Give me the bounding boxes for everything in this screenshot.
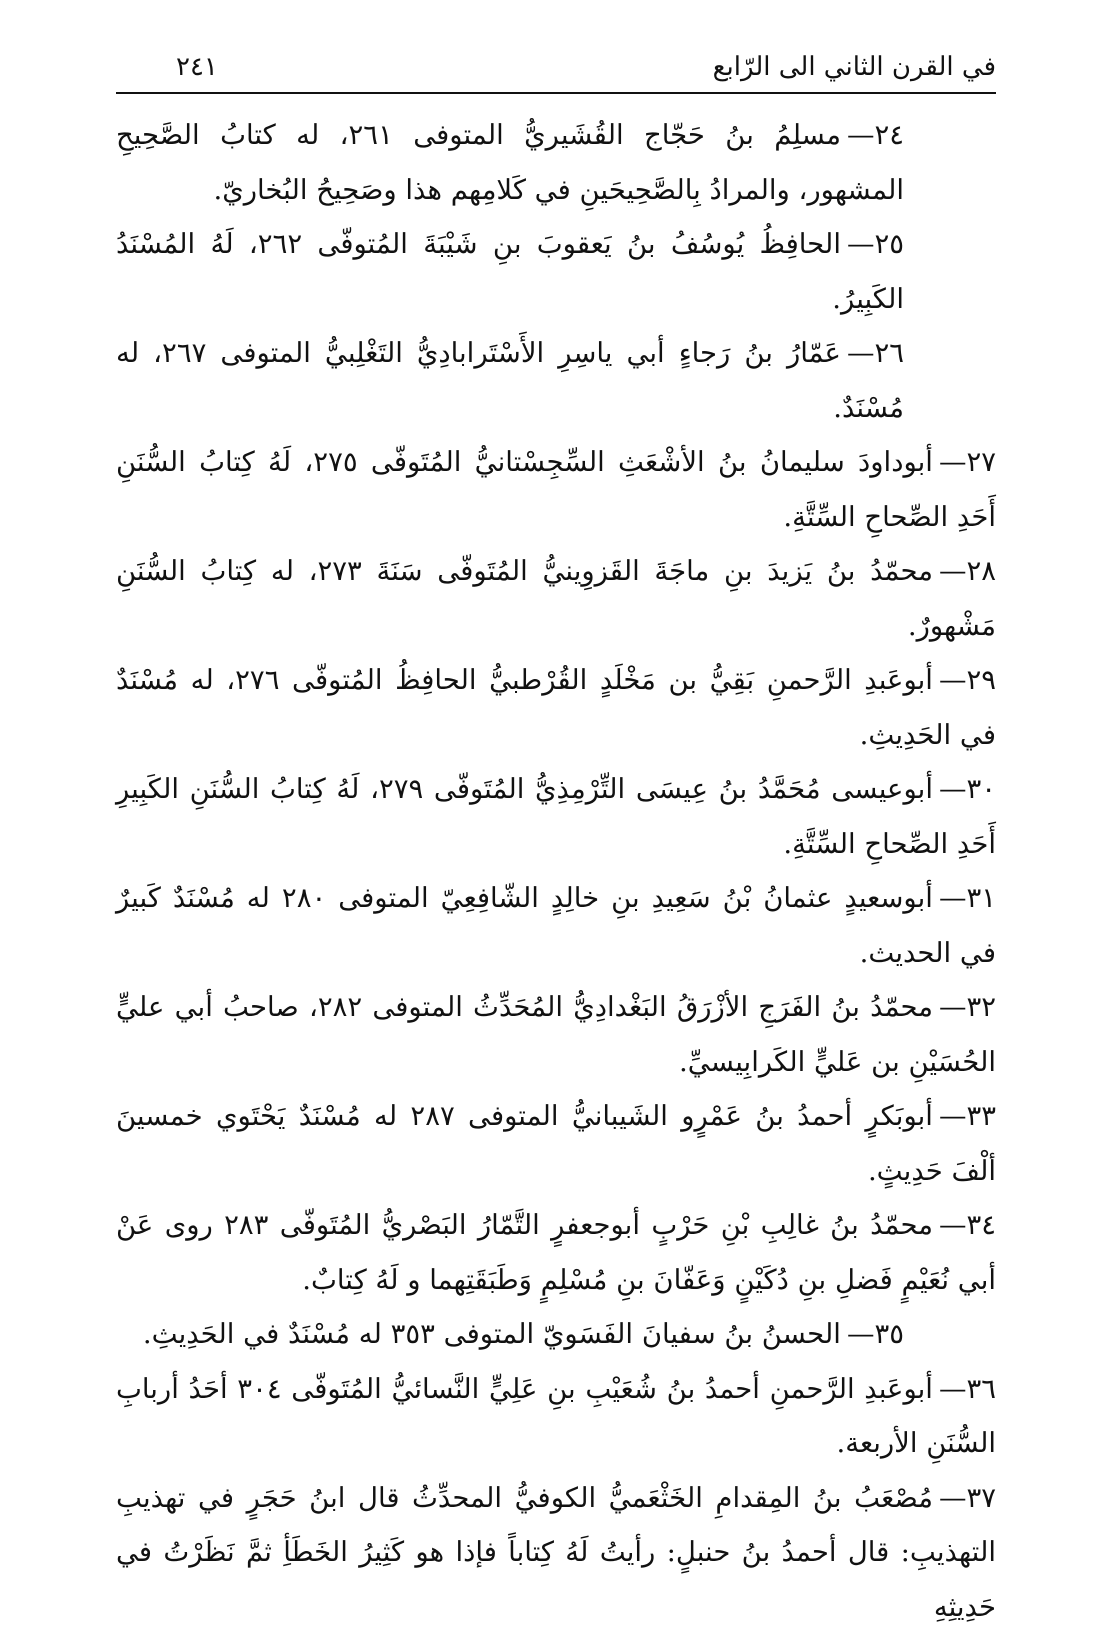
running-header (116, 44, 996, 90)
entry-dash: — (933, 1209, 967, 1241)
entry-dash: — (933, 664, 967, 696)
entry-dash: — (933, 882, 967, 914)
entry-text: أبوسعيدٍ عثمانُ بْنُ سَعِيدِ بنِ خالِدٍ الشّافِعِيّ المتوفى ٢٨٠ له مُسْنَدٌ كَبيرٌ في الحديث. (116, 882, 996, 969)
entry-dash: — (933, 773, 967, 805)
entry-28 (116, 544, 996, 653)
entry-26 (116, 326, 996, 435)
entry-36 (116, 1362, 996, 1471)
entry-text: أبوعَبدِ الرَّحمنِ بَقِيُّ بن مَخْلَدٍ القُرْطبيُّ الحافِظُ المُتوفّى ٢٧٦، له مُسْنَدٌ في الحَدِيثِ. (116, 664, 996, 751)
entry-text: أبوعيسى مُحَمَّدُ بنُ عِيسَى التِّرْمِذِيُّ المُتَوفّى ٢٧٩، لَهُ كِتابُ السُّنَنِ الكَبِيرِ أَحَدِ الصِّحاحِ السِّتَّةِ. (116, 773, 996, 860)
entry-number: ٣٠ (966, 773, 996, 805)
entry-33 (116, 1089, 996, 1198)
entry-number: ٣١ (966, 882, 996, 914)
entry-dash: — (841, 1318, 875, 1350)
page-number: ٢٤١ (176, 44, 218, 90)
entry-dash: — (841, 228, 875, 260)
entry-number: ٣٤ (966, 1209, 996, 1241)
entry-text: أبوداودَ سليمانُ بنُ الأشْعَثِ السِّجِسْتانيُّ المُتَوفّى ٢٧٥، لَهُ كِتابُ السُّنَنِ أَحَدِ الصِّحاحِ السِّتَّةِ. (116, 446, 996, 533)
entry-number: ٢٩ (966, 664, 996, 696)
entry-34 (116, 1198, 996, 1307)
entry-number: ٢٧ (966, 446, 996, 478)
entry-27 (116, 435, 996, 544)
running-title: في القرن الثاني الى الرّابع (713, 44, 996, 90)
entry-text: الحسنُ بنُ سفيانَ الفَسَويّ المتوفى ٣٥٣ له مُسْنَدٌ في الحَدِيثِ. (143, 1318, 841, 1350)
entry-text: مُصْعَبُ بنُ المِقدامِ الخَثْعَميُّ الكوفيُّ المحدِّثُ قال ابنُ حَجَرٍ في تهذيبِ التهذيبِ: قال أحمدُ بنُ حنبلٍ: رأيتُ لَهُ كِتاباً فإذا هو كَثِيرُ الخَطَأِ ثمَّ نَظَرْتُ في حَدِيثِهِ (116, 1482, 996, 1623)
entry-32 (116, 980, 996, 1089)
entry-number: ٢٨ (966, 555, 996, 587)
entry-dash: — (841, 119, 875, 151)
entry-31 (116, 871, 996, 980)
entry-text: محمّدُ بنُ غالِبِ بْنِ حَرْبٍ أبوجعفرٍ التَّمّارُ البَصْريُّ المُتَوفّى ٢٨٣ روى عَنْ أبي نُعَيْمٍ فَضلِ بنِ دُكَيْنٍ وَعَفّانَ بنِ مُسْلِمٍ وَطَبَقَتِهما و لَهُ كِتابٌ. (116, 1209, 996, 1296)
entry-number: ٣٣ (966, 1100, 996, 1132)
entry-text: محمّدُ بنُ يَزيدَ بنِ ماجَةَ القَزوِينيُّ المُتَوفّى سَنَةَ ٢٧٣، له كِتابُ السُّنَنِ مَشْهورٌ. (116, 555, 996, 642)
entry-text: أبوبَكرٍ أحمدُ بنُ عَمْرٍو الشَيبانيُّ المتوفى ٢٨٧ له مُسْنَدٌ يَحْتَوي خمسينَ ألْفَ حَدِيثٍ. (116, 1100, 996, 1187)
entry-24 (116, 108, 996, 217)
entry-number: ٢٦ (874, 337, 904, 369)
entry-number: ٣٥ (874, 1318, 904, 1350)
entry-25 (116, 217, 996, 326)
entry-number: ٢٤ (874, 119, 904, 151)
entry-29 (116, 653, 996, 762)
entry-text: محمّدُ بنُ الفَرَجِ الأزْرَقُ البَغْدادِيُّ المُحَدِّثُ المتوفى ٢٨٢، صاحبُ أبي عليٍّ الحُسَيْنِ بن عَليٍّ الكَرابِيسيِّ. (116, 991, 996, 1078)
entry-dash: — (933, 1482, 967, 1514)
header-rule (116, 92, 996, 94)
entry-list (116, 108, 996, 1634)
entry-37 (116, 1471, 996, 1634)
entry-number: ٣٧ (966, 1482, 996, 1514)
entry-dash: — (933, 991, 967, 1023)
entry-dash: — (933, 446, 967, 478)
entry-number: ٣٦ (966, 1373, 996, 1405)
entry-dash: — (841, 337, 875, 369)
entry-dash: — (933, 1373, 967, 1405)
entry-number: ٣٢ (966, 991, 996, 1023)
entry-text: عَمّارُ بنُ رَجاءٍ أبي ياسِرِ الأَسْتَرابادِيُّ التَغْلِبيُّ المتوفى ٢٦٧، له مُسْنَدٌ. (116, 337, 904, 424)
entry-text: مسلِمُ بنُ حَجّاج القُشَيريُّ المتوفى ٢٦١، له كتابُ الصَّحِيحِ المشهور، والمرادُ بِالصَّحِيحَينِ في كَلامِهم هذا وصَحِيحُ البُخاريّ. (116, 119, 904, 206)
entry-dash: — (933, 1100, 967, 1132)
entry-text: الحافِظُ يُوسُفُ بنُ يَعقوبَ بنِ شَيْبَةَ المُتوفّى ٢٦٢، لَهُ المُسْنَدُ الكَبِيرُ. (116, 228, 904, 315)
entry-35 (116, 1307, 996, 1362)
entry-text: أبوعَبدِ الرَّحمنِ أحمدُ بنُ شُعَيْبِ بنِ عَلِيٍّ النَّسائيُّ المُتَوفّى ٣٠٤ أحَدُ أربابِ السُّنَنِ الأربعة. (116, 1373, 996, 1460)
entry-dash: — (933, 555, 967, 587)
entry-number: ٢٥ (874, 228, 904, 260)
entry-30 (116, 762, 996, 871)
